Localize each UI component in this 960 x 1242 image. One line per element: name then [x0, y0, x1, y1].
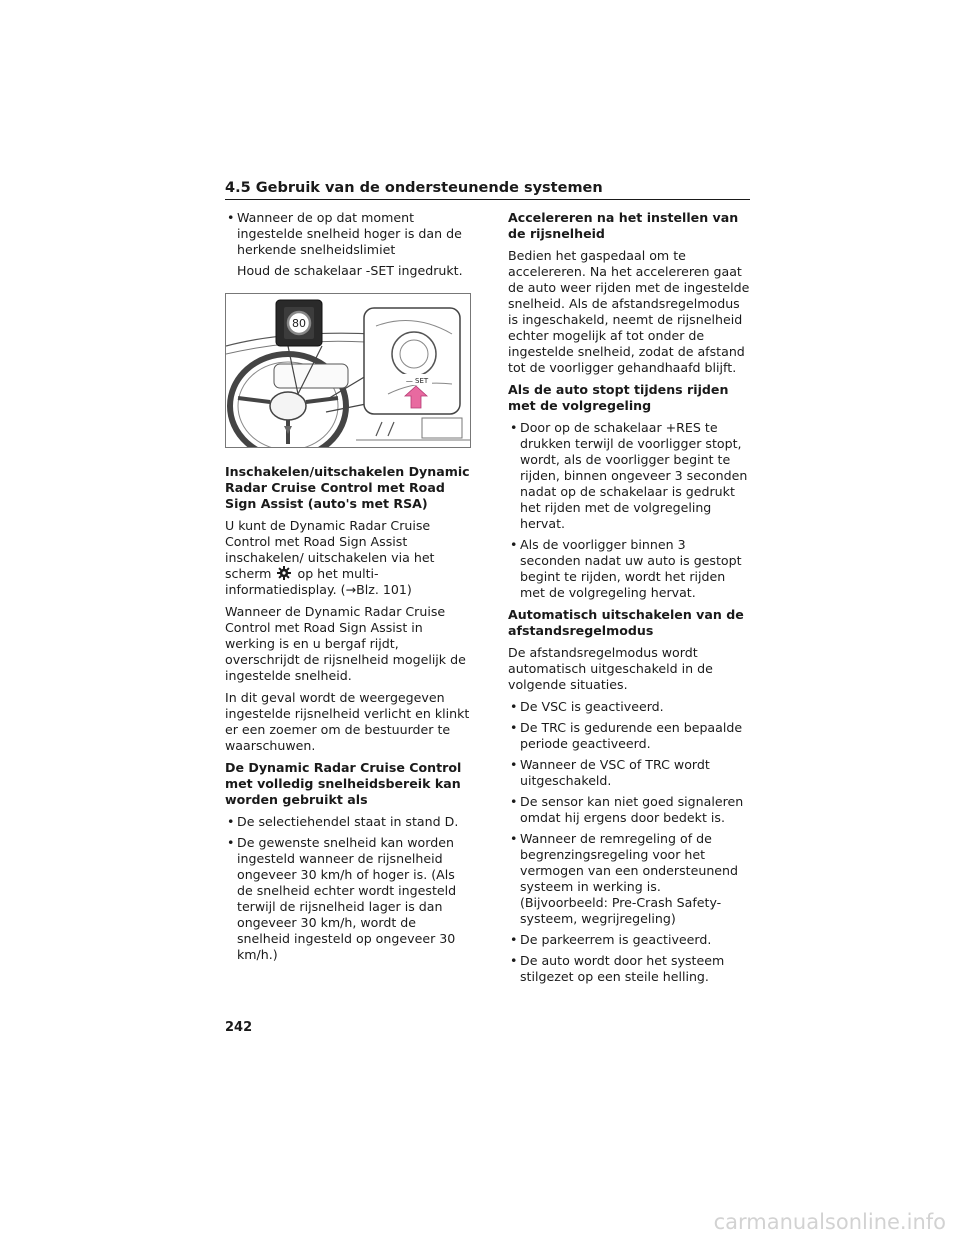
list-item: • Wanneer de VSC of TRC wordt uitgeschakeld. — [508, 757, 750, 789]
paragraph-onoff — [225, 518, 473, 598]
intro-sub-instruction: Houd de schakelaar -SET ingedrukt. — [237, 263, 463, 278]
list-item: • Door op de schakelaar +RES te drukken terwijl de voorligger stopt, wordt, als de voorligger begint te rijden, binnen ongeveer 3 seconden nadat op de schakelaar is gedrukt het rijden met de volgregeling hervat. — [508, 420, 750, 532]
list-item: • De TRC is gedurende een bepaalde periode geactiveerd. — [508, 720, 750, 752]
heading-auto-off: Automatisch uitschakelen van de afstandsregelmodus — [508, 607, 744, 638]
paragraph-auto-off: De afstandsregelmodus wordt automatisch uitgeschakeld in de volgende situaties. — [508, 645, 713, 692]
steering-wheel-drawing — [226, 294, 470, 447]
auto-off-list — [508, 699, 750, 985]
speed-sign-value: 80 — [292, 317, 306, 330]
list-item: • De gewenste snelheid kan worden ingesteld wanneer de rijsnelheid ongeveer 30 km/h of hoger is. (Als de snelheid echter wordt ingesteld terwijl de rijsnelheid lager is dan ongeveer 30 km/h, wordt de snelheid ingesteld op ongeveer 30 km/h.) — [225, 835, 473, 963]
list-item: • De VSC is geactiveerd. — [508, 699, 750, 715]
page-number: 242 — [225, 1020, 253, 1035]
intro-bullet-list — [225, 210, 473, 258]
section-header: 4.5 Gebruik van de ondersteunende systemen — [225, 180, 750, 200]
paragraph-warning: In dit geval wordt de weergegeven ingestelde rijsnelheid verlicht en klinkt er een zoemer om de bestuurder te waarschuwen. — [225, 690, 470, 753]
paragraph-accelerate: Bedien het gaspedaal om te accelereren. Na het accelereren gaat de auto weer rijden met de ingestelde snelheid. Als de afstandsregelmodus is ingeschakeld, neemt de rijsnelheid echter mogelijk af tot onder de ingestelde snelheid, zodat de afstand tot de voorligger gehandhaafd blijft. — [508, 248, 750, 375]
list-item: • Wanneer de op dat moment ingestelde snelheid hoger is dan de herkende snelheidslimiet — [225, 210, 473, 258]
set-switch-label: — SET — [405, 377, 429, 385]
gear-icon — [277, 566, 291, 580]
list-item: • De parkeerrem is geactiveerd. — [508, 932, 750, 948]
list-item: • De selectiehendel staat in stand D. — [225, 814, 473, 830]
paragraph-overspeed: Wanneer de Dynamic Radar Cruise Control met Road Sign Assist in werking is en u bergaf rijdt, overschrijdt de rijsnelheid mogelijk de ingestelde snelheid. — [225, 604, 466, 683]
watermark: carmanualsonline.info — [713, 1210, 946, 1234]
heading-fullrange: De Dynamic Radar Cruise Control met volledig snelheidsbereik kan worden gebruikt als — [225, 760, 462, 807]
list-item: • De sensor kan niet goed signaleren omdat hij ergens door bedekt is. — [508, 794, 750, 826]
paragraph-onoff-text-b: op het multi-informatiedisplay. (→Blz. 101) — [225, 566, 412, 597]
left-column — [225, 210, 473, 969]
steering-wheel-illustration — [225, 293, 471, 448]
paragraph-onoff-text-a: U kunt de Dynamic Radar Cruise Control met Road Sign Assist inschakelen/ uitschakelen via het scherm — [225, 518, 435, 581]
stop-list — [508, 420, 750, 601]
list-item: • Wanneer de remregeling of de begrenzingsregeling voor het vermogen van een ondersteunend systeem in werking is. (Bijvoorbeeld: Pre-Crash Safety-systeem, wegrijregeling) — [508, 831, 750, 927]
list-item: • De auto wordt door het systeem stilgezet op een steile helling. — [508, 953, 750, 985]
right-column — [508, 210, 750, 991]
fullrange-list — [225, 814, 473, 963]
heading-onoff: Inschakelen/uitschakelen Dynamic Radar Cruise Control met Road Sign Assist (auto's met RSA) — [225, 464, 470, 511]
list-item: • Als de voorligger binnen 3 seconden nadat uw auto is gestopt begint te rijden, wordt het rijden met de volgregeling hervat. — [508, 537, 750, 601]
heading-stop: Als de auto stopt tijdens rijden met de volgregeling — [508, 382, 729, 413]
heading-accelerate: Accelereren na het instellen van de rijsnelheid — [508, 210, 739, 241]
